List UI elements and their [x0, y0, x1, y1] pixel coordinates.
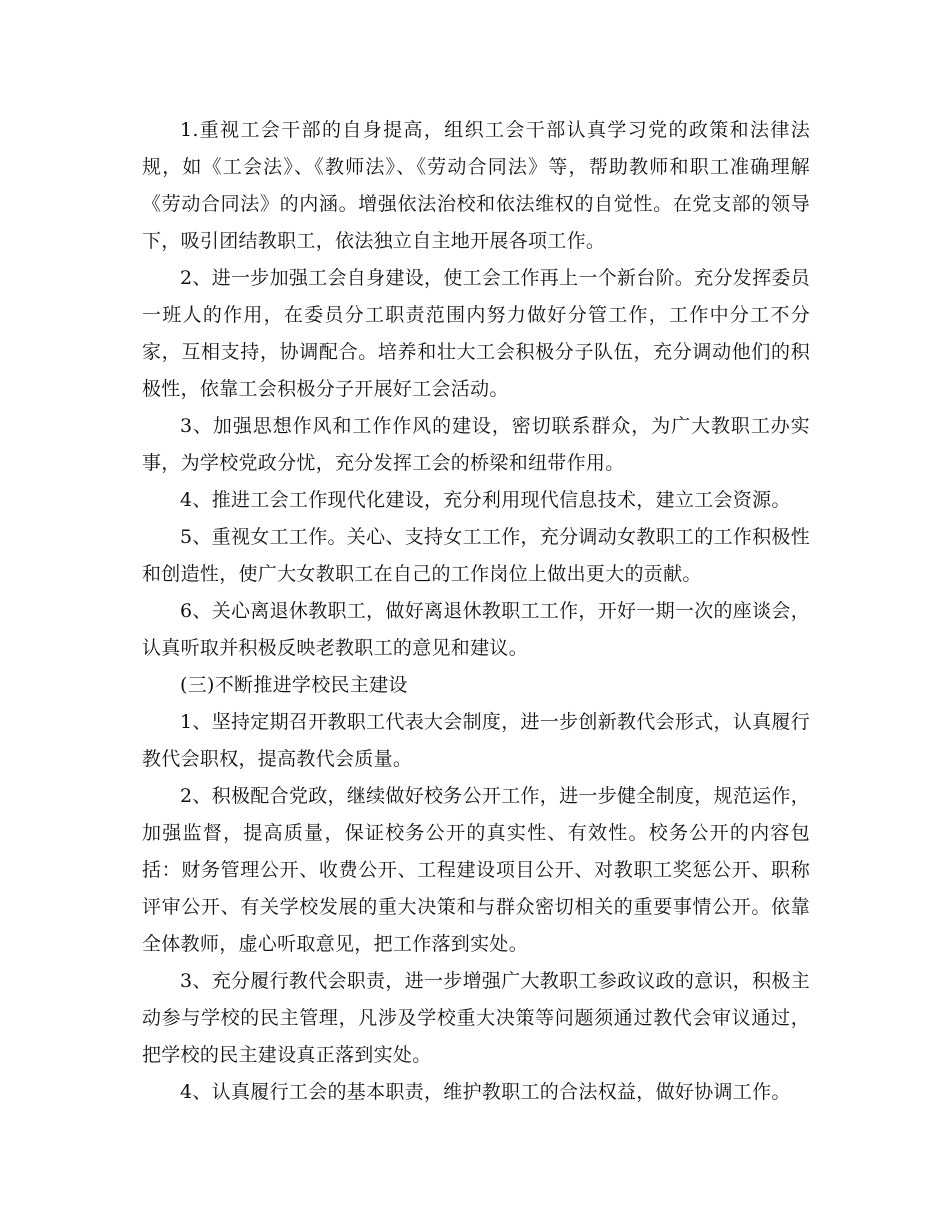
section-paragraph-3: 3、充分履行教代会职责，进一步增强广大教职工参政议政的意识，积极主动参与学校的民主管理，凡涉及学校重大决策等问题须通过教代会审议通过，把学校的民主建设真正落到实处。	[142, 970, 810, 1066]
section-paragraph-2: 2、积极配合党政，继续做好校务公开工作，进一步健全制度，规范运作，加强监督，提高质量，保证校务公开的真实性、有效性。校务公开的内容包括：财务管理公开、收费公开、工程建设项目公开、对教职工奖惩公开、职称评审公开、有关学校发展的重大决策和与群众密切相关的重要事情公开。依靠全体教师，虚心听取意见，把工作落到实处。	[142, 785, 810, 955]
section-paragraph-4: 4、认真履行工会的基本职责，维护教职工的合法权益，做好协调工作。	[180, 1081, 791, 1103]
paragraph-2: 2、进一步加强工会自身建设，使工会工作再上一个新台阶。充分发挥委员一班人的作用，在委员分工职责范围内努力做好分管工作，工作中分工不分家，互相支持，协调配合。培养和壮大工会积极分子队伍，充分调动他们的积极性，依靠工会积极分子开展好工会活动。	[142, 267, 810, 400]
section-heading: (三)不断推进学校民主建设	[180, 674, 408, 696]
paragraph-6: 6、关心离退休教职工，做好离退休教职工工作，开好一期一次的座谈会，认真听取并积极反映老教职工的意见和建议。	[142, 600, 810, 659]
section-paragraph-1: 1、坚持定期召开教职工代表大会制度，进一步创新教代会形式，认真履行教代会职权，提高教代会质量。	[142, 711, 810, 770]
paragraph-5: 5、重视女工工作。关心、支持女工工作，充分调动女教职工的工作积极性和创造性，使广大女教职工在自己的工作岗位上做出更大的贡献。	[142, 526, 810, 585]
paragraph-1: 1.重视工会干部的自身提高，组织工会干部认真学习党的政策和法律法规，如《工会法》、《教师法》、《劳动合同法》等，帮助教师和职工准确理解《劳动合同法》的内涵。增强依法治校和依法维权的自觉性。在党支部的领导下，吸引团结教职工，依法独立自主地开展各项工作。	[142, 119, 810, 252]
document-body	[142, 112, 810, 1111]
paragraph-3: 3、加强思想作风和工作作风的建设，密切联系群众，为广大教职工办实事，为学校党政分忧，充分发挥工会的桥梁和纽带作用。	[142, 415, 810, 474]
paragraph-4: 4、推进工会工作现代化建设，充分利用现代信息技术，建立工会资源。	[180, 489, 791, 511]
